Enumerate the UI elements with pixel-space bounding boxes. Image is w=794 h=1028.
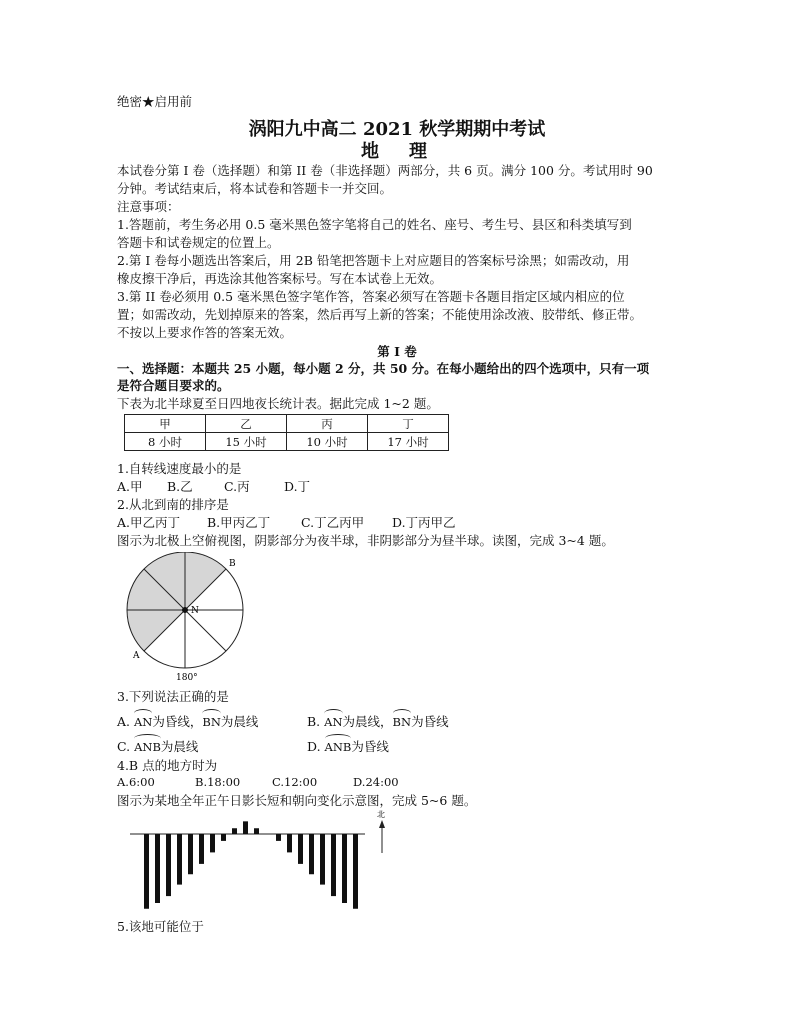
- table-intro: 下表为北半球夏至日四地夜长统计表。据此完成 1~2 题。: [117, 396, 439, 411]
- arc-label: AN: [134, 712, 152, 731]
- label-b: B: [229, 559, 236, 569]
- intro-line: 1.答题前，考生务必用 0.5 毫米黑色签字笔将自己的姓名、座号、考生号、县区和科类填写到: [117, 217, 632, 232]
- shadow-bar: [298, 834, 303, 864]
- secret-mark: 绝密★启用前: [117, 94, 193, 109]
- option-d: D.丁丙甲乙: [392, 515, 456, 530]
- shadow-bar: [353, 834, 358, 909]
- shadow-bar: [144, 834, 149, 909]
- arc-label: BN: [393, 712, 412, 731]
- table-header-cell: 甲: [125, 415, 206, 433]
- shadow-bar: [243, 821, 248, 834]
- arc-label: AN: [324, 712, 342, 731]
- polar-view-diagram: [110, 552, 260, 684]
- table-cell: 8 小时: [125, 433, 206, 451]
- shadow-bar: [166, 834, 171, 896]
- section-instruction: 是符合题目要求的。: [117, 378, 230, 393]
- table-header-row: [125, 415, 449, 433]
- figure-intro: 图示为北极上空俯视图，阴影部分为夜半球，非阴影部分为昼半球。读图，完成 3~4 题。: [117, 533, 614, 548]
- option-text: 为昏线: [351, 739, 389, 754]
- option-text: 为晨线，: [342, 714, 393, 729]
- table-cell: 17 小时: [368, 433, 449, 451]
- figure-intro: 图示为某地全年正午日影长短和朝向变化示意图，完成 5~6 题。: [117, 793, 477, 808]
- shadow-bar: [177, 834, 182, 885]
- shadow-bar: [287, 834, 292, 852]
- option-prefix: C.: [117, 739, 131, 754]
- exam-title: 涡阳九中高二 2021 秋学期期中考试: [248, 119, 546, 140]
- subject-title: 地 理: [361, 141, 433, 162]
- option-text: 为昏线，: [152, 714, 203, 729]
- shadow-bar: [188, 834, 193, 874]
- shadow-bar: [342, 834, 347, 903]
- section-instruction: 一、选择题：本题共 25 小题，每小题 2 分，共 50 分。在每小题给出的四个选项中，只有一项: [117, 361, 650, 376]
- night-length-table: [124, 414, 449, 451]
- intro-line: 不按以上要求作答的答案无效。: [117, 325, 293, 340]
- option-text: 为晨线: [220, 714, 259, 729]
- intro-line: 2.第 I 卷每小题选出答案后，用 2B 铅笔把答题卡上对应题目的答案标号涂黑；如需改动，用: [117, 253, 630, 268]
- arc-label: BN: [202, 712, 221, 731]
- option-d: D.丁: [284, 479, 311, 494]
- table-row: [125, 433, 449, 451]
- intro-line: 3.第 II 卷必须用 0.5 毫米黑色签字笔作答，答案必须写在答题卡各题目指定区域内相应的位: [117, 289, 625, 304]
- label-180: 180°: [176, 673, 198, 683]
- label-a: A: [133, 651, 140, 661]
- section-title: 第 I 卷: [377, 344, 417, 359]
- table-header-cell: 丙: [287, 415, 368, 433]
- question-stem: 3.下列说法正确的是: [117, 689, 229, 704]
- option-prefix: D.: [307, 739, 321, 754]
- arc-label: ANB: [134, 737, 161, 756]
- night-sector: [185, 552, 226, 610]
- shadow-bar: [199, 834, 204, 864]
- option-d: [307, 737, 389, 756]
- question-stem: 2.从北到南的排序是: [117, 497, 229, 512]
- question-stem: 5.该地可能位于: [117, 919, 204, 934]
- arc-label: ANB: [325, 737, 352, 756]
- option-c: [117, 737, 198, 756]
- shadow-bar: [320, 834, 325, 885]
- north-label: 北: [377, 810, 385, 819]
- option-c: C.12:00: [272, 775, 318, 789]
- option-b: B.甲丙乙丁: [207, 515, 271, 530]
- shadow-bar: [309, 834, 314, 874]
- option-d: D.24:00: [353, 775, 399, 789]
- option-c: C.丁乙丙甲: [301, 515, 365, 530]
- intro-line: 答题卡和试卷规定的位置上。: [117, 235, 280, 250]
- north-pole-dot: [182, 607, 188, 613]
- shadow-bar: [155, 834, 160, 903]
- question-stem: 1.自转线速度最小的是: [117, 461, 242, 476]
- table-header-cell: 乙: [206, 415, 287, 433]
- shadow-bar: [210, 834, 215, 852]
- option-a: [117, 712, 258, 731]
- intro-line: 置；如需改动，先划掉原来的答案，然后再写上新的答案；不能使用涂改液、胶带纸、修正带。: [117, 307, 643, 322]
- intro-line: 橡皮擦干净后，再选涂其他答案标号。写在本试卷上无效。: [117, 271, 443, 286]
- option-prefix: A.: [117, 714, 131, 729]
- shadow-bar: [254, 828, 259, 834]
- question-stem: 4.B 点的地方时为: [117, 758, 218, 773]
- shadow-bar: [276, 834, 281, 841]
- intro-line: 分钟。考试结束后，将本试卷和答题卡一并交回。: [117, 181, 393, 196]
- option-b: B.乙: [167, 479, 193, 494]
- intro-line: 注意事项：: [117, 199, 180, 214]
- shadow-bar: [331, 834, 336, 896]
- shadow-bar: [232, 828, 237, 834]
- option-text: 为昏线: [411, 714, 449, 729]
- noon-shadow-diagram: [130, 808, 400, 912]
- table-header-cell: 丁: [368, 415, 449, 433]
- intro-line: 本试卷分第 I 卷（选择题）和第 II 卷（非选择题）两部分，共 6 页。满分 100 分。考试用时 90: [117, 163, 653, 178]
- option-text: 为晨线: [160, 739, 199, 754]
- table-cell: 10 小时: [287, 433, 368, 451]
- north-arrow-icon: [379, 820, 385, 828]
- option-a: A.甲: [117, 479, 143, 494]
- option-a: A.甲乙丙丁: [117, 515, 181, 530]
- option-b: [307, 712, 449, 731]
- option-b: B.18:00: [195, 775, 241, 789]
- night-sector: [127, 610, 185, 651]
- option-c: C.丙: [224, 479, 250, 494]
- option-a: A.6:00: [117, 775, 155, 789]
- shadow-bar: [221, 834, 226, 841]
- option-prefix: B.: [307, 714, 321, 729]
- label-n: N: [191, 606, 199, 616]
- table-cell: 15 小时: [206, 433, 287, 451]
